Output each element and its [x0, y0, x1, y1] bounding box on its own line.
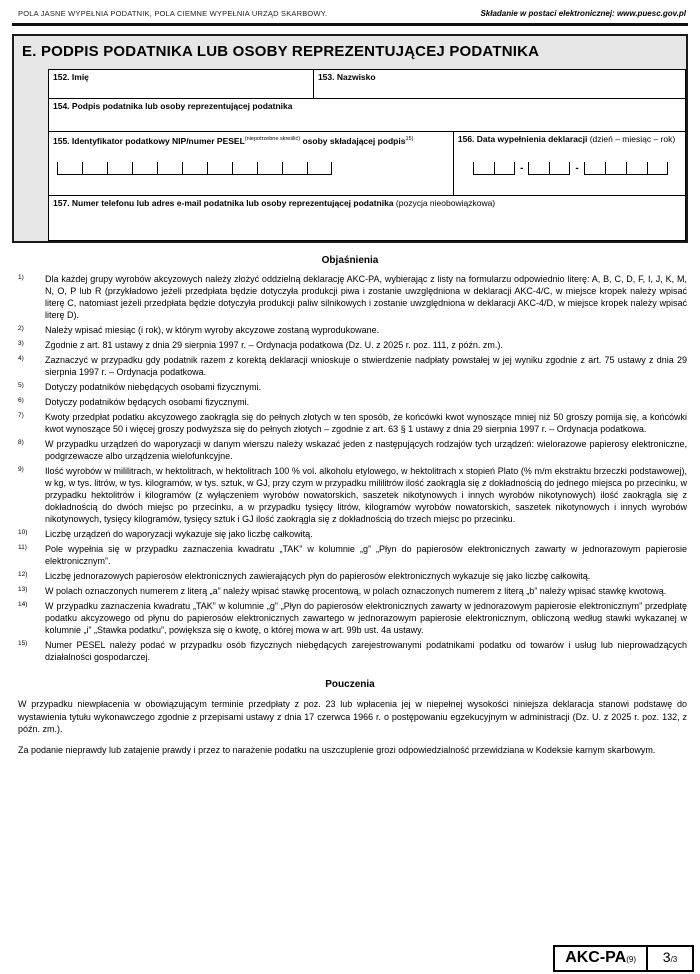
footnote-text: Kwoty przedpłat podatku akcyzowego zaokrągla się do pełnych złotych w ten sposób, że końcówki kwot wynoszące mniej niż 50 groszy pomija się, a końcówki kwot wynoszące 50 i więcej groszy podwyższa się do pełnych złotych – zgodnie z art. 63 § 1 ustawy z dnia 29 sierpnia 1997 r. – Ordynacja podatkowa. — [45, 412, 687, 434]
field-152-imie[interactable] — [49, 70, 313, 98]
footnote-number: 4) — [18, 355, 24, 362]
footnote-item — [18, 528, 687, 540]
date-comb-input[interactable] — [460, 162, 681, 175]
field-157-optional-hint: (pozycja nieobowiązkowa) — [393, 198, 496, 208]
footnote-text: W przypadku zaznaczenia kwadratu „TAK” w kolumnie „g” „Płyn do papierosów elektronicznych zawarty w jednorazowym papierosie elektronicznym” przedpłatę podatku akcyzowego od płynu do papierosów elektronicznych zawartego w jednorazowym papierosie elektronicznym, obliczoną według stawki wykazanej w kolumnie „i” „Stawka podatku”, powiększa się o kwotę, o której mowa w art. 99b ust. 4a ustawy. — [45, 601, 687, 635]
form-version: (9) — [626, 955, 636, 964]
comb-cell[interactable] — [82, 162, 107, 175]
footnote-item — [18, 639, 687, 663]
comb-cell[interactable] — [232, 162, 257, 175]
table-row — [49, 70, 685, 98]
comb-cell[interactable] — [207, 162, 232, 175]
comb-group — [473, 162, 515, 175]
comb-cell[interactable] — [107, 162, 132, 175]
form-code-box — [553, 945, 694, 972]
comb-cell[interactable] — [647, 162, 668, 175]
footnote-text: Dotyczy podatników będących osobami fizycznymi. — [45, 397, 250, 407]
field-155-nip-pesel[interactable] — [49, 132, 453, 195]
field-154-podpis[interactable] — [49, 99, 685, 131]
footnote-text: Liczbę urządzeń do waporyzacji wykazuje się jako liczbę całkowitą. — [45, 529, 313, 539]
header-divider — [12, 23, 688, 26]
footnote-text: Liczbę jednorazowych papierosów elektronicznych zawierających płyn do papierosów elektronicznych wykazuje się jako liczbę całkowitą. — [45, 571, 591, 581]
field-156-label: 156. Data wypełnienia deklaracji (dzień – miesiąc – rok) — [457, 134, 676, 144]
footnote-text: Numer PESEL należy podać w przypadku osób fizycznych niebędących zarejestrowanymi podatnikami podatku od towarów i usług lub nieprowadzących działalności gospodarczej. — [45, 640, 687, 662]
footnote-item — [18, 381, 687, 393]
footnote-item — [18, 438, 687, 462]
footnote-item — [18, 324, 687, 336]
date-separator: - — [575, 163, 579, 174]
footnote-number: 3) — [18, 340, 24, 347]
section-e-title: E. PODPIS PODATNIKA LUB OSOBY REPREZENTUJĄCEJ PODATNIKA — [22, 43, 540, 60]
field-157-kontakt[interactable] — [49, 196, 685, 240]
electronic-submission-note: Składanie w postaci elektronicznej: www.puesc.gov.pl — [480, 9, 686, 18]
comb-cell[interactable] — [549, 162, 570, 175]
footnote-text: W polach oznaczonych numerem z literą „a” należy wpisać stawkę procentową, w polach oznaczonych numerem z literą „b” należy wpisać stawkę kwotową. — [45, 586, 667, 596]
comb-cell[interactable] — [307, 162, 332, 175]
field-153-label: 153. Nazwisko — [317, 72, 376, 82]
table-row — [49, 131, 685, 195]
footnote-number: 5) — [18, 382, 24, 389]
footnote-number: 6) — [18, 397, 24, 404]
footnote-ref-15: 15) — [405, 136, 414, 142]
objasnienia-title: Objaśnienia — [321, 255, 379, 266]
comb-cell[interactable] — [626, 162, 647, 175]
comb-cell[interactable] — [473, 162, 494, 175]
comb-cell[interactable] — [605, 162, 626, 175]
footnote-text: Ilość wyrobów w mililitrach, w hektolitrach, w hektolitrach 100 % vol. alkoholu etylowego, w hektolitrach x stopień Plato (% m/m ekstraktu brzeczki podstawowej), w kg, w tys. litrów, w tys. kilogramów, w tys. sztuk, w GJ, przy czym w przypadku mililitrów ilość zaokrągla się z dokładnością do jednego miejsca po przecinku, w przypadku hektolitrów i kilogramów (z wyłączeniem wyrobów nowatorskich, saszetek nikotynowych i innych wyrobów nikotynowych) ilość zaokrągla się z dokładnością do dwóch miejsc po przecinku, a w przypadku tysięcy litrów, kilogramów wyrobów nowatorskich, saszetek nikotynowych i innych wyrobów nikotynowych, tysięcy kilogramów, tysięcy sztuk i GJ ilość zaokrągla się z dokładnością do trzech miejsc po przecinku. — [45, 466, 687, 524]
footnote-number: 15) — [18, 640, 28, 647]
footnote-item — [18, 396, 687, 408]
comb-group — [57, 162, 332, 175]
comb-cell[interactable] — [528, 162, 549, 175]
page-total: /3 — [670, 955, 678, 964]
footnote-number: 10) — [18, 529, 28, 536]
footnote-item — [18, 465, 687, 525]
footnote-item — [18, 600, 687, 636]
page-header — [0, 0, 700, 21]
footnote-number: 14) — [18, 601, 28, 608]
footnote-item — [18, 585, 687, 597]
footnote-number: 2) — [18, 325, 24, 332]
table-row — [49, 195, 685, 240]
field-155-label: 155. Identyfikator podatkowy NIP/numer $PESEL^{(niepotrzebne skreślić)}$ osoby składającej podpis$^{15)}$ — [53, 135, 414, 146]
fill-instructions-note: POLA JASNE WYPEŁNIA PODATNIK, POLA CIEMNE WYPEŁNIA URZĄD SKARBOWY. — [18, 9, 328, 18]
section-e-fields-table — [48, 69, 686, 241]
nip-pesel-comb-input[interactable] — [57, 162, 449, 175]
form-code — [555, 947, 648, 970]
footnote-item — [18, 354, 687, 378]
form-code-text: AKC-PA — [565, 949, 627, 966]
footnote-number: 12) — [18, 571, 28, 578]
field-157-label: 157. Numer telefonu lub adres e-mail podatnika lub osoby reprezentującej podatnika (pozycja nieobowiązkowa) — [53, 198, 496, 208]
footnote-item — [18, 543, 687, 567]
footnote-text: Dotyczy podatników niebędących osobami fizycznymi. — [45, 382, 262, 392]
table-row — [49, 98, 685, 131]
footnote-number: 7) — [18, 412, 24, 419]
comb-cell[interactable] — [132, 162, 157, 175]
page-indicator — [648, 947, 692, 970]
comb-cell[interactable] — [182, 162, 207, 175]
comb-cell[interactable] — [584, 162, 605, 175]
field-155-strike-note: (niepotrzebne skreślić) — [244, 136, 301, 142]
field-152-label: 152. Imię — [53, 72, 89, 82]
footnote-text: W przypadku urządzeń do waporyzacji w danym wierszu należy wskazać jeden z następujących rodzajów tych urządzeń: wielorazowe papierosy elektroniczne, podgrzewacze albo urządzenia wielofunkcyjne. — [45, 439, 687, 461]
footnote-text: Pole wypełnia się w przypadku zaznaczenia kwadratu „TAK” w kolumnie „g” „Płyn do papierosów elektronicznych zawarty w jednorazowym papierosie elektronicznym”. — [45, 544, 687, 566]
footnote-text: Zgodnie z art. 81 ustawy z dnia 29 sierpnia 1997 r. – Ordynacja podatkowa (Dz. U. z 2025 r. poz. 111, z późn. zm.). — [45, 340, 503, 350]
field-156-data-wypelnienia[interactable] — [453, 132, 685, 195]
pouczenie-paragraph: W przypadku niewpłacenia w obowiązującym terminie przedpłaty z poz. 23 lub wpłacenia jej w niepełnej wysokości niniejsza deklaracja stanowi podstawę do wystawienia tytułu wykonawczego zgodnie z przepisami ustawy z dnia 17 czerwca 1966 r. o postępowaniu egzekucyjnym w administracji (Dz. U. z 2025 r. poz. 132, z późn. zm.). — [18, 699, 687, 734]
footnote-item — [18, 411, 687, 435]
field-154-label: 154. Podpis podatnika lub osoby reprezentującej podatnika — [53, 101, 293, 111]
footnote-number: 13) — [18, 586, 28, 593]
field-156-format-hint: (dzień – miesiąc – rok) — [587, 134, 676, 144]
field-153-nazwisko[interactable] — [313, 70, 685, 98]
footnote-item — [18, 339, 687, 351]
footnote-item — [18, 570, 687, 582]
date-separator: - — [520, 163, 524, 174]
comb-group — [528, 162, 570, 175]
comb-cell[interactable] — [282, 162, 307, 175]
comb-cell[interactable] — [157, 162, 182, 175]
footnote-number: 9) — [18, 466, 24, 473]
footnote-text: Należy wpisać miesiąc (i rok), w którym wyroby akcyzowe zostaną wyprodukowane. — [45, 325, 380, 335]
footnote-item — [18, 273, 687, 321]
footnote-number: 1) — [18, 274, 24, 281]
comb-cell[interactable] — [57, 162, 82, 175]
comb-cell[interactable] — [257, 162, 282, 175]
footnotes-list — [18, 273, 687, 663]
comb-cell[interactable] — [494, 162, 515, 175]
pouczenie-paragraph: Za podanie nieprawdy lub zatajenie prawdy i przez to narażenie podatku na uszczuplenie grozi odpowiedzialność przewidziana w Kodeksie karnym skarbowym. — [18, 744, 656, 755]
page-number: 3 — [662, 949, 671, 965]
comb-group — [584, 162, 668, 175]
footnote-number: 8) — [18, 439, 24, 446]
section-e — [12, 34, 688, 243]
footnote-number: 11) — [18, 544, 27, 551]
footnote-text: Zaznaczyć w przypadku gdy podatnik razem z korektą deklaracji wnioskuje o stwierdzenie nadpłaty powstałej w jej wyniku zgodnie z art. 75 ustawy z dnia 29 sierpnia 1997 r. – Ordynacja podatkowa. — [45, 355, 687, 377]
footnote-text: Dla każdej grupy wyrobów akcyzowych należy złożyć oddzielną deklarację AKC-PA, wybierając z listy na formularzu odpowiednio literę: A, B, C, D, F, I, J, K, M, N, O, P lub R (przykładowo jeżeli przedpłata będzie dotyczyła produkcji piwa i zostanie uwzględniona w deklaracji AKC-4/C, w miejsce kropek należy wpisać literę C, natomiast jeżeli przedpłata będzie dotyczyła produkcji paliw silnikowych i zostanie uwzględniona w deklaracji AKC-4/D, w miejsce kropek należy wpisać literę D). — [45, 274, 687, 320]
pouczenia-title: Pouczenia — [325, 679, 375, 690]
